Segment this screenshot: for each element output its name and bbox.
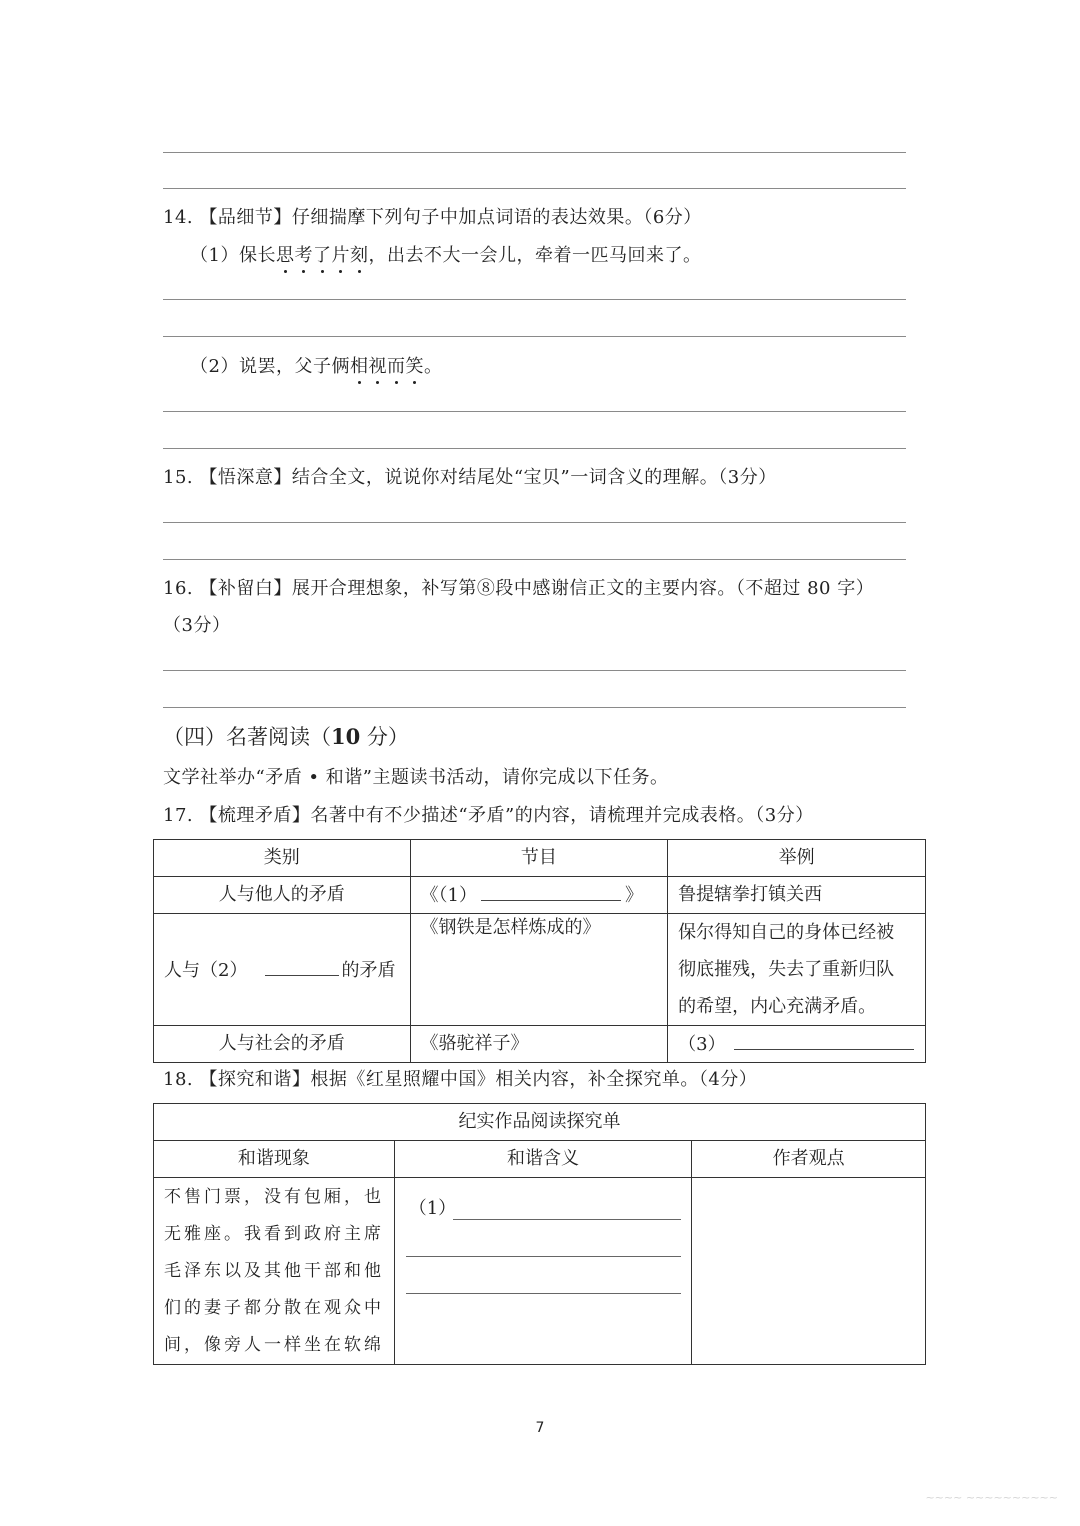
category-cell: 人与他人的矛盾 [154,877,411,914]
question-14-title: 14. 【品细节】仔细揣摩下列句子中加点词语的表达效果。（6分） [163,207,702,228]
table-title-row [154,1104,926,1141]
example-line: 彻底摧残，失去了重新归队 [678,959,895,980]
emphasis-char: 考 [294,245,313,266]
book-cell: 《钢铁是怎样炼成的》 [410,914,668,1026]
answer-line [163,188,906,189]
question-15-title: 15. 【悟深意】结合全文，说说你对结尾处“宝贝”一词含义的理解。（3分） [163,467,777,488]
emphasis-char: 思 [275,245,295,266]
header-cell: 和谐含义 [394,1141,692,1178]
fill-blank-1[interactable] [481,882,621,901]
category-cell [154,914,411,1026]
section-title-text: （四）名著阅读（ [163,725,331,749]
book-prefix: 《（1） [420,885,477,906]
emphasis-char: 笑 [405,356,424,377]
emphasis-char: 片 [331,245,350,266]
answer-line[interactable] [406,1256,681,1257]
watermark: ~~~~ ~~~~~~~~~~ [925,1491,1058,1504]
question-14-sentence-1 [190,244,701,268]
dotted-words [350,356,424,377]
example-line: 的希望，内心充满矛盾。 [678,996,877,1017]
inquiry-table [153,1103,926,1365]
question-14-sentence-2 [190,355,442,379]
table-header-row [154,1141,926,1178]
header-cell: 类别 [154,840,411,877]
meaning-label: （1） [408,1198,457,1219]
fill-blank-4[interactable] [453,1219,681,1220]
example-prefix: （3） [678,1034,726,1055]
answer-line [163,522,906,523]
header-cell: 和谐现象 [154,1141,395,1178]
header-cell: 作者观点 [692,1141,926,1178]
emphasis-char: 相 [349,356,369,377]
phenomenon-cell [154,1178,395,1365]
example-line: 保尔得知自己的身体已经被 [678,922,895,943]
emphasis-char: 了 [312,245,332,266]
dotted-words [276,245,369,266]
author-view-cell[interactable] [692,1178,926,1365]
sentence-text: 。 [423,356,443,377]
question-16-score: （3分） [163,615,231,636]
book-cell [410,877,668,914]
sentence-text: （1）保长 [190,245,276,266]
phenomenon-line: 不售门票，没有包厢，也 [164,1187,384,1207]
answer-line [163,670,906,671]
sentence-text: （2）说罢，父子俩 [190,356,350,377]
page-number: 7 [535,1420,545,1436]
table-row [154,1026,926,1063]
category-prefix: 人与（2） [164,959,248,981]
table-row [154,914,926,1026]
category-suffix: 的矛盾 [341,959,396,981]
question-18-title: 18. 【探究和谐】根据《红星照耀中国》相关内容，补全探究单。（4分） [163,1069,758,1090]
section-4-title [163,723,409,751]
example-cell: 鲁提辖拳打镇关西 [668,877,926,914]
section-score: 10 [331,724,361,749]
contradiction-table [153,839,926,1063]
phenomenon-line: 毛泽东以及其他干部和他 [164,1261,384,1281]
phenomenon-line: 无雅座。我看到政府主席 [164,1224,384,1244]
section-4-intro: 文学社举办“矛盾 • 和谐”主题读书活动，请你完成以下任务。 [163,767,669,788]
book-cell: 《骆驼祥子》 [410,1026,668,1063]
example-cell [668,914,926,1026]
book-suffix: 》 [624,885,643,906]
answer-line [163,336,906,337]
answer-line [163,411,906,412]
question-17-title: 17. 【梳理矛盾】名著中有不少描述“矛盾”的内容，请梳理并完成表格。（3分） [163,805,814,826]
answer-line [163,448,906,449]
answer-line [163,559,906,560]
meaning-cell [394,1178,692,1365]
table-row [154,1178,926,1365]
sentence-text: ，出去不大一会儿，牵着一匹马回来了。 [368,245,702,266]
table-row [154,877,926,914]
emphasis-char: 视 [368,356,387,377]
example-cell [668,1026,926,1063]
emphasis-char: 刻 [349,245,369,266]
emphasis-char: 而 [386,356,406,377]
answer-line [163,299,906,300]
section-title-text: 分） [360,725,409,749]
phenomenon-line: 间，像旁人一样坐在软绵 [164,1335,384,1355]
phenomenon-line: 们的妻子都分散在观众中 [164,1298,384,1318]
fill-blank-2[interactable] [265,957,339,976]
answer-line [163,152,906,153]
fill-blank-3[interactable] [734,1031,914,1050]
table-header-row [154,840,926,877]
category-cell: 人与社会的矛盾 [154,1026,411,1063]
answer-line [163,707,906,708]
table-title: 纪实作品阅读探究单 [154,1104,926,1141]
header-cell: 节目 [410,840,668,877]
question-16-title: 16. 【补留白】展开合理想象，补写第⑧段中感谢信正文的主要内容。（不超过 80 字） [163,578,875,599]
answer-line[interactable] [406,1293,681,1294]
header-cell: 举例 [668,840,926,877]
